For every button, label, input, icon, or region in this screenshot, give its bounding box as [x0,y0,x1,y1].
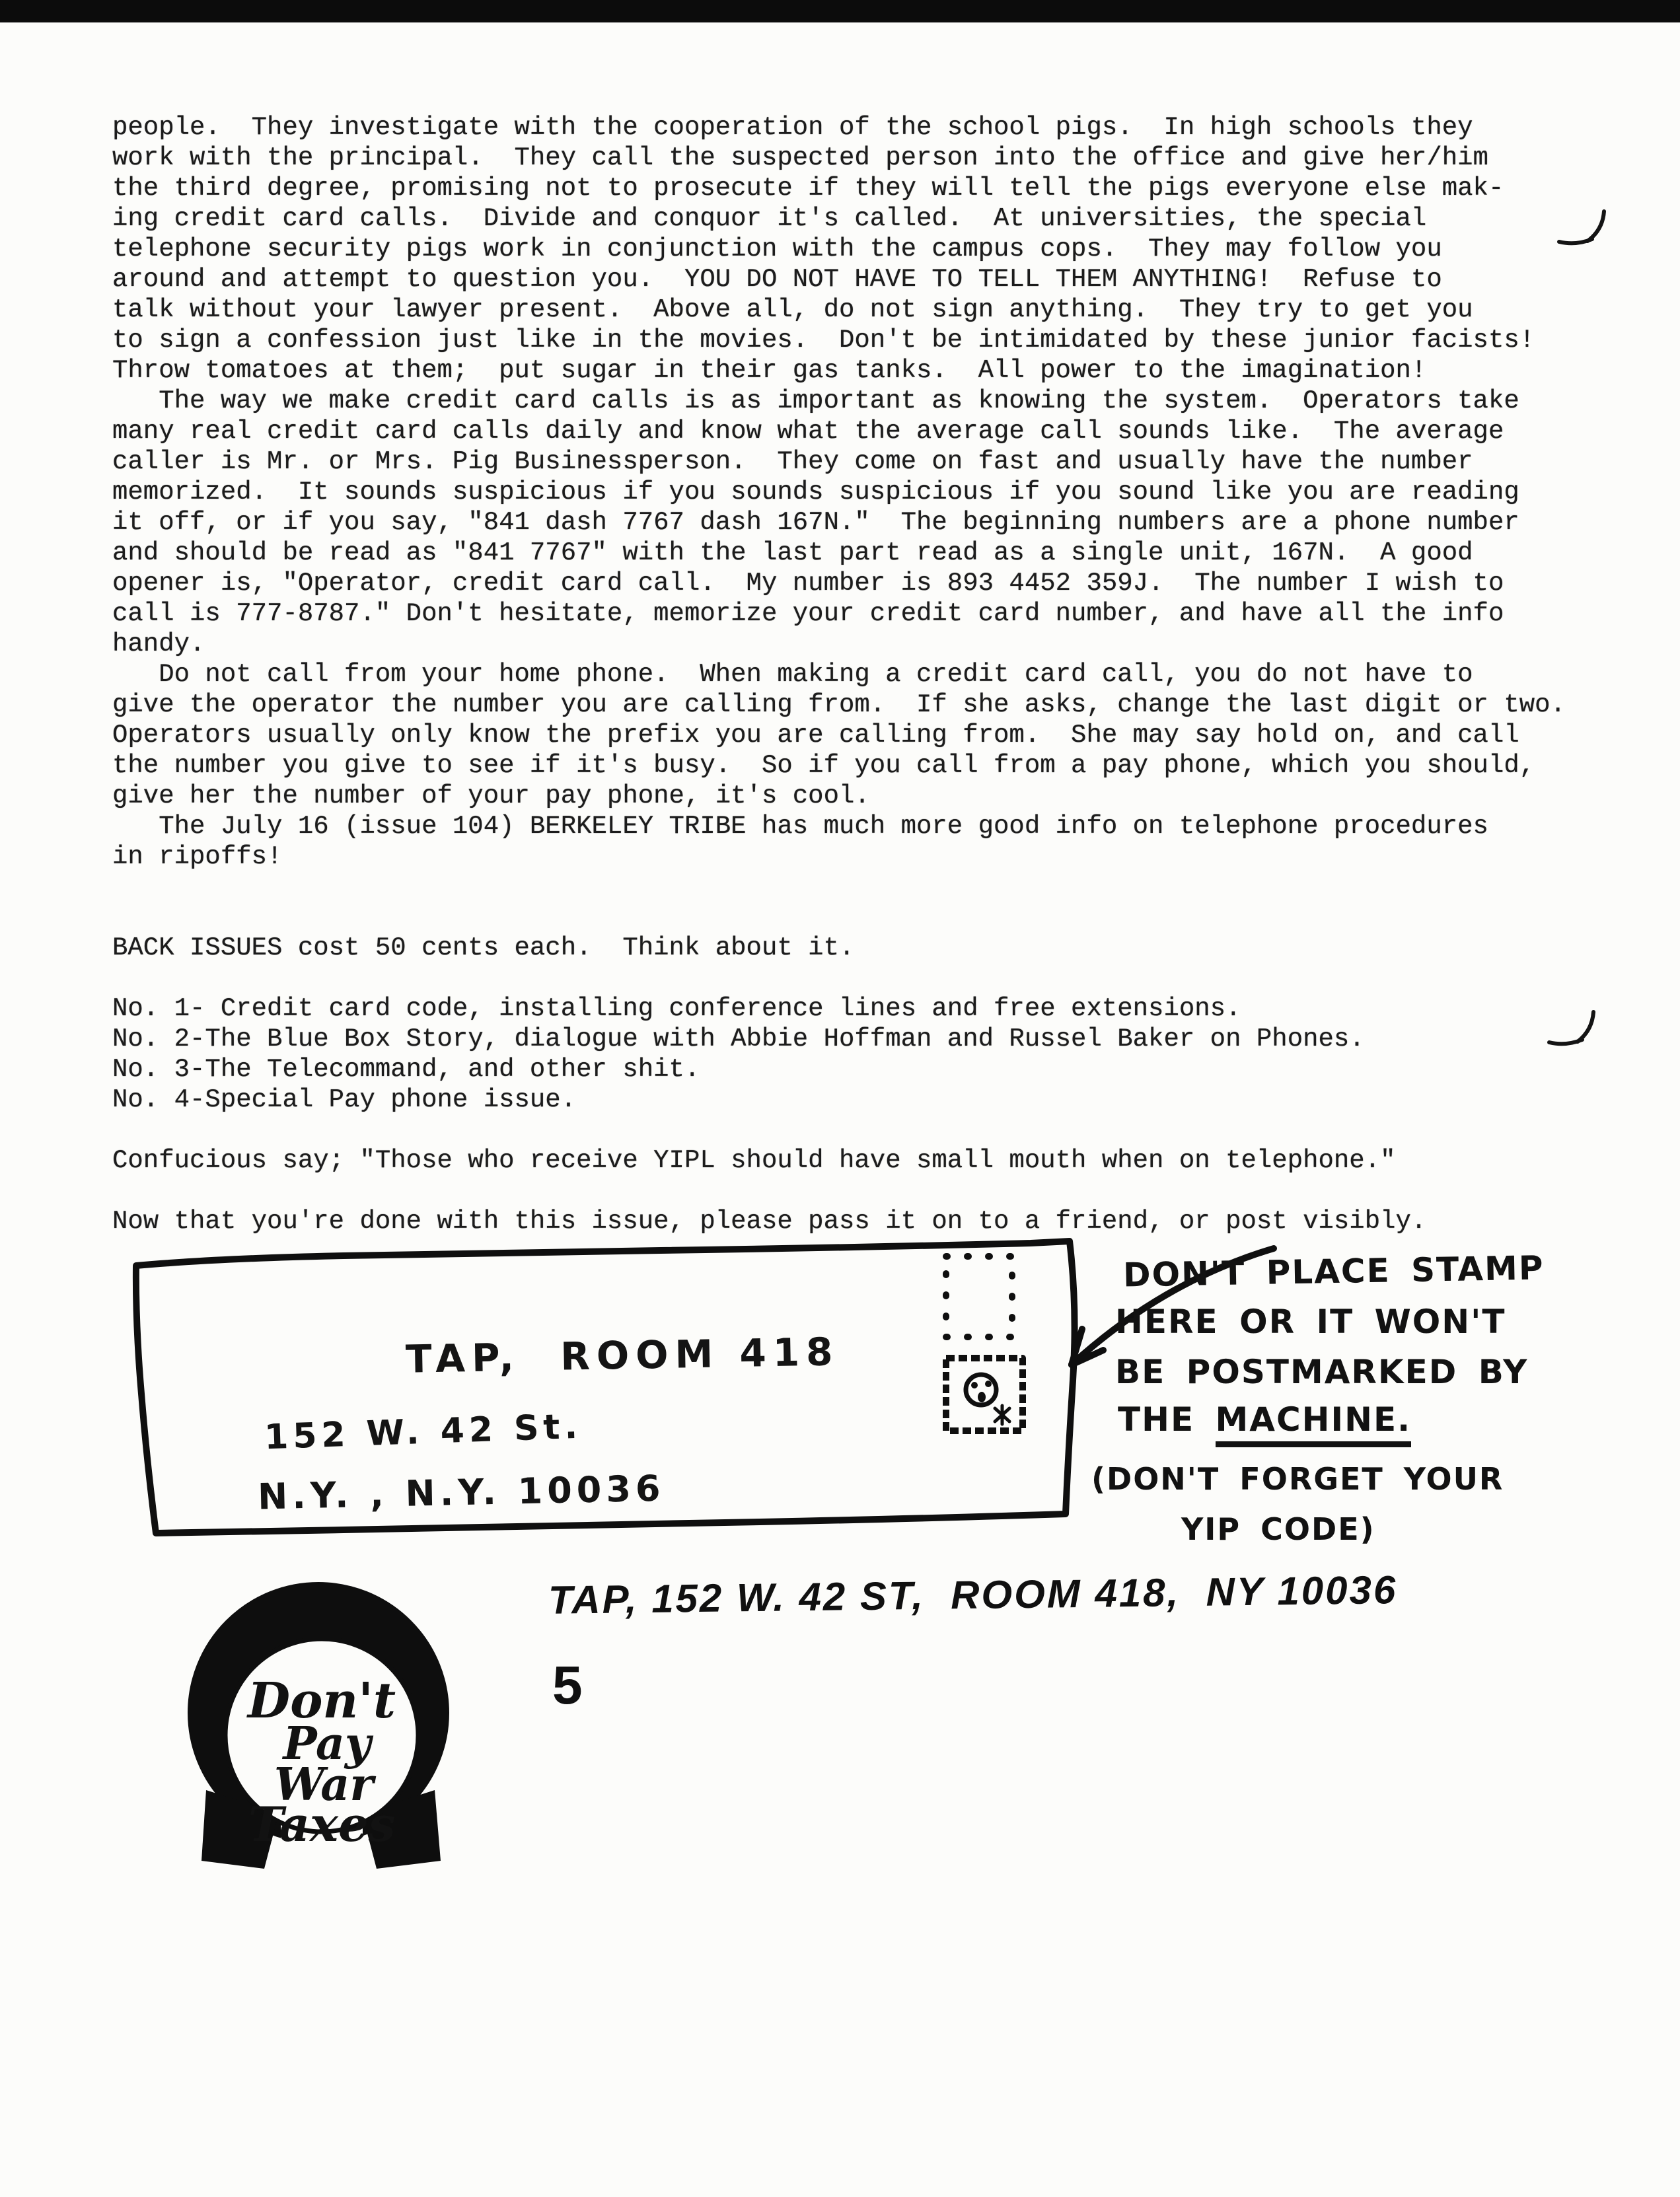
typewriter-line: the third degree, promising not to prosecute if they will tell the pigs everyone else mak- [112,174,1504,203]
stamp-face-icon [966,1375,1009,1424]
envelope-address-line: 152 W. 42 St. [264,1406,583,1458]
typewriter-line: opener is, "Operator, credit card call. My number is 893 4452 359J. The number I wish to [112,569,1504,598]
stamp-note-underlined-word: MACHINE. [1216,1400,1412,1447]
typewriter-line: Now that you're done with this issue, please pass it on to a friend, or post visibly. [112,1207,1427,1236]
stamp-star-icon [995,1406,1009,1424]
stamp-note-line: BE POSTMARKED BY [1115,1353,1529,1391]
stamp-placement-box [946,1256,1012,1337]
typewriter-line: Throw tomatoes at them; put sugar in their gas tanks. All power to the imagination! [112,356,1427,385]
badge-text-line: War [274,1758,374,1811]
typewriter-line: many real credit card calls daily and know what the average call sounds like. The average [112,417,1504,446]
typewriter-line: work with the principal. They call the suspected person into the office and give her/him [112,143,1488,172]
typewriter-line: The July 16 (issue 104) BERKELEY TRIBE has much more good info on telephone procedures [112,812,1488,841]
typewriter-line: give the operator the number you are calling from. If she asks, change the last digit or two. [112,690,1566,719]
stamp-note-line: YIP CODE) [1181,1511,1375,1547]
margin-mark [1559,211,1604,243]
typewriter-line: telephone security pigs work in conjunction with the campus cops. They may follow you [112,234,1442,264]
stamp-note-line: DON'T PLACE STAMP [1122,1248,1545,1295]
dont-pay-war-taxes-badge [165,1582,476,1876]
typewriter-line: Operators usually only know the prefix you are calling from. She may say hold on, and call [112,721,1519,750]
typewriter-line: handy. [112,630,205,659]
mailing-address-banner: TAP, 152 W. 42 ST, ROOM 418, NY 10036 [548,1567,1398,1622]
stamp-note-line: HERE OR IT WON'T [1115,1303,1506,1341]
typewriter-line: No. 3-The Telecommand, and other shit. [112,1055,700,1084]
typewriter-line: memorized. It sounds suspicious if you sounds suspicious if you sound like you are reading [112,478,1519,507]
stamp-note-line: (DON'T FORGET YOUR [1091,1461,1504,1497]
envelope-address-line: TAP, ROOM 418 [405,1329,840,1382]
badge-text-line: Pay [283,1717,371,1770]
typewriter-line: it off, or if you say, "841 dash 7767 dash 167N." The beginning numbers are a phone number [112,508,1519,537]
typewriter-line: in ripoffs! [112,842,283,871]
typewriter-line: the number you give to see if it's busy. So if you call from a pay phone, which you should, [112,751,1535,780]
typewriter-line: Do not call from your home phone. When making a credit card call, you do not have to [112,660,1473,689]
typewriter-line: around and attempt to question you. YOU DO NOT HAVE TO TELL THEM ANYTHING! Refuse to [112,265,1442,294]
typewriter-line: caller is Mr. or Mrs. Pig Businessperson. They come on fast and usually have the number [112,447,1473,476]
page-number: 5 [552,1655,583,1715]
typewriter-line: BACK ISSUES cost 50 cents each. Think about it. [112,933,855,962]
envelope-address-line: N.Y. , N.Y. 10036 [257,1467,666,1518]
badge-text-line: Don't [247,1673,396,1729]
typewriter-line: No. 4-Special Pay phone issue. [112,1085,577,1114]
typewriter-line: The way we make credit card calls is as important as knowing the system. Operators take [112,386,1519,415]
typewriter-line: No. 2-The Blue Box Story, dialogue with Abbie Hoffman and Russel Baker on Phones. [112,1025,1365,1054]
stamp-note-line [1118,1400,1411,1439]
stamp-note-word: THE [1118,1400,1216,1439]
typewriter-line: No. 1- Credit card code, installing conference lines and free extensions. [112,994,1241,1023]
typewriter-line: to sign a confession just like in the movies. Don't be intimidated by these junior facists! [112,326,1535,355]
badge-text-line: Taxes [248,1796,396,1852]
typewriter-line: talk without your lawyer present. Above all, do not sign anything. They try to get you [112,295,1473,324]
typewriter-line: Confucious say; "Those who receive YIPL should have small mouth when on telephone." [112,1146,1396,1175]
typewriter-line: ing credit card calls. Divide and conquor it's called. At universities, the special [112,204,1427,233]
typewriter-line: call is 777-8787." Don't hesitate, memorize your credit card number, and have all the info [112,599,1504,628]
typewriter-line: and should be read as "841 7767" with the last part read as a single unit, 167N. A good [112,538,1473,567]
margin-mark [1549,1012,1593,1044]
typewriter-line: give her the number of your pay phone, it's cool. [112,781,870,810]
typewriter-line: people. They investigate with the cooperation of the school pigs. In high schools they [112,113,1473,142]
